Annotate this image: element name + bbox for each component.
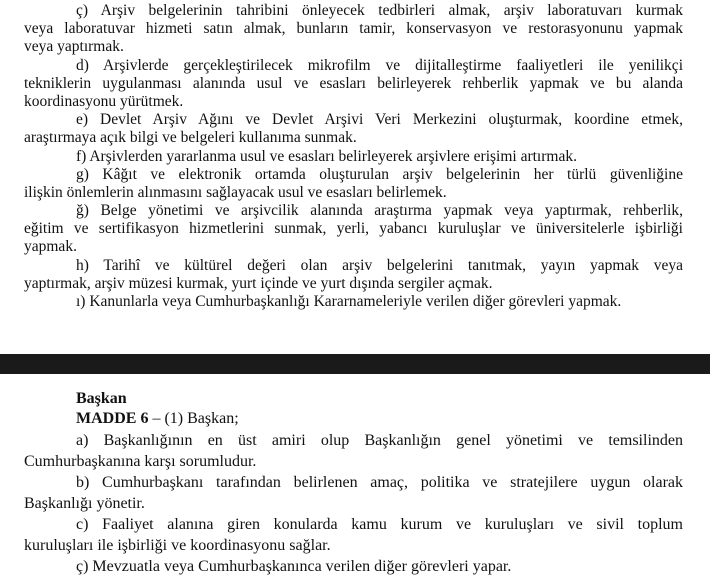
item-c-line-2: kuruluşları ile işbirliği ve koordinasyonu sağlar. — [24, 537, 331, 554]
section-divider-band — [0, 354, 710, 374]
item-d-line-3: koordinasyonu yürütmek. — [24, 93, 184, 110]
item-c-cedilla-line-2: veya laboratuvar hizmeti satın almak, bunların tamir, konservasyon ve restorasyonunu yapmak — [24, 20, 683, 37]
item-c-line-1: c) Faaliyet alanına giren konularda kamu kurum ve kuruluşları ve sivil toplum — [76, 516, 683, 533]
item-g-line-1: g) Kâğıt ve elektronik ortamda oluşturulan arşiv belgelerinin her türlü güvenliğine — [76, 166, 683, 183]
item-h-line-2: yaptırmak, arşiv müzesi kurmak, yurt içinde ve yurt dışında sergiler açmak. — [24, 275, 493, 292]
item-g-line-2: ilişkin önlemlerin alınmasını sağlayacak usul ve esasları belirlemek. — [24, 184, 447, 201]
item-g-breve-line-2: eğitim ve sertifikasyon hizmetlerini sunmak, yerli, yabancı kuruluşlar ve üniversitelerle işbirliği — [24, 220, 683, 237]
item-a-line-1: a) Başkanlığının en üst amiri olup Başkanlığın genel yönetimi ve temsilinden — [76, 432, 683, 449]
article-label: MADDE 6 — [76, 410, 149, 427]
item-a-line-2: Cumhurbaşkanına karşı sorumludur. — [24, 453, 257, 470]
item-c-cedilla-line-3: veya yaptırmak. — [24, 38, 124, 55]
item-c-cedilla-line-1: ç) Arşiv belgelerinin tahribini önleyecek tedbirleri almak, arşiv laboratuvarı kurmak — [76, 2, 683, 19]
item-h-line-1: h) Tarihî ve kültürel değeri olan arşiv belgelerini tanıtmak, yayın yapmak veya — [76, 257, 683, 274]
item-g-breve-line-1: ğ) Belge yönetimi ve arşivcilik alanında araştırma yapmak veya yaptırmak, rehberlik, — [76, 202, 683, 219]
article-intro: – (1) Başkan; — [148, 410, 239, 427]
item-f-line-1: f) Arşivlerden yararlanma usul ve esasları belirleyerek arşivlere erişimi artırmak. — [76, 148, 577, 165]
item-g-breve-line-3: yapmak. — [24, 238, 77, 255]
item-e-line-2: araştırmaya açık bilgi ve belgeleri kullanıma sunmak. — [24, 129, 357, 146]
item-d-line-1: d) Arşivlerde gerçekleştirilecek mikrofilm ve dijitalleştirme faaliyetleri ile yenilikçi — [76, 57, 683, 74]
item-b-line-2: Başkanlığı yönetir. — [24, 495, 145, 512]
item-i-dotless-line-1: ı) Kanunlarla veya Cumhurbaşkanlığı Kararnameleriyle verilen diğer görevleri yapmak. — [76, 293, 622, 310]
item-d-line-2: tekniklerin uygulanması alanında usul ve esasları belirleyerek rehberlik yapmak ve bu alanda — [24, 75, 683, 92]
item-c-cedilla-final-line: ç) Mevzuatla veya Cumhurbaşkanınca verilen diğer görevleri yapar. — [76, 558, 512, 575]
section-heading: Başkan — [76, 390, 127, 407]
article-heading — [76, 408, 239, 430]
item-e-line-1: e) Devlet Arşiv Ağını ve Devlet Arşivi Veri Merkezini oluşturmak, koordine etmek, — [76, 111, 683, 128]
item-b-line-1: b) Cumhurbaşkanı tarafından belirlenen amaç, politika ve stratejilere uygun olarak — [76, 474, 683, 491]
